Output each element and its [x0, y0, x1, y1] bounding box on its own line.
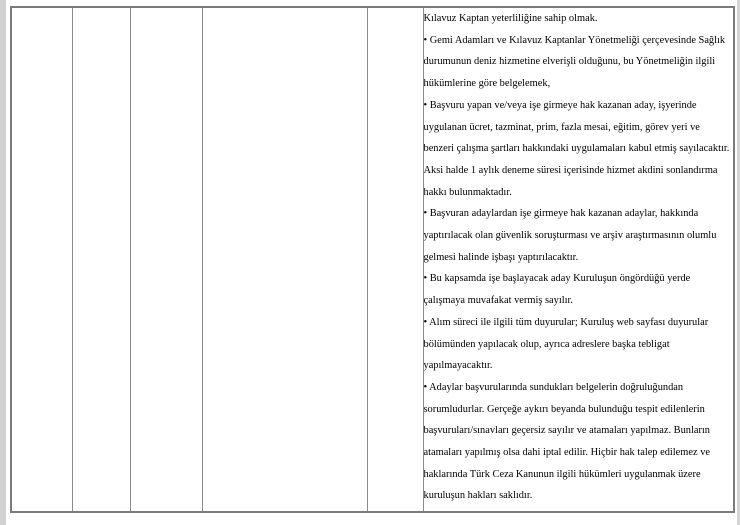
- table-cell-2: [72, 7, 130, 512]
- paragraph: Kılavuz Kaptan yeterliliğine sahip olmak.: [423, 13, 598, 24]
- table-cell-3: [130, 7, 202, 512]
- table-row: [11, 7, 734, 512]
- requirements-table: [10, 6, 735, 513]
- paragraph: • Alım süreci ile ilgili tüm duyurular; Kuruluş web sayfası duyurular bölümünden yapılacak olup, ayrıca adreslere başka tebligat yapılmayacaktır.: [423, 316, 709, 372]
- table-cell-1: [11, 7, 72, 512]
- paragraph: • Başvuran adaylardan işe girmeye hak kazanan adaylar, hakkında yaptırılacak olan güvenlik soruşturması ve arşiv araştırmasının olumlu gelmesi halinde işbaşı yaptırılacaktır.: [423, 208, 717, 263]
- paragraph: • Başvuru yapan ve/veya işe girmeye hak kazanan aday, işyerinde uygulanan ücret, tazminat, prim, fazla mesai, eğitim, görev yeri ve benzeri çalışma şartları hakkındaki uygulamaları kabul etmiş sayılacaktır. Aksi halde 1 aylık deneme süresi içerisinde hizmet akdini sonlandırma hakkı bulunmaktadır.: [423, 99, 730, 198]
- paragraph: • Gemi Adamları ve Kılavuz Kaptanlar Yönetmeliği çerçevesinde Sağlık durumunun deniz hizmetine elverişli olduğunu, bu Yönetmeliğin ilgili hükümlerine göre belgelemek,: [423, 34, 726, 90]
- paragraph: • Bu kapsamda işe başlayacak aday Kuruluşun öngördüğü yerde çalışmaya muvafakat vermiş sayılır.: [423, 273, 691, 307]
- table-cell-5: [367, 7, 423, 512]
- paragraph: • Adaylar başvurularında sundukları belgelerin doğruluğundan sorumludurlar. Gerçeğe aykırı beyanda bulunduğu tespit edilenlerin başvuruları/sınavları geçersiz sayılır ve atamaları yapılmaz. Bunların atamaları yapılmış olsa dahi iptal edilir. Hiçbir hak talep edilemez ve haklarında Türk Ceza Kanunun ilgili hükümleri uygulanmak üzere kuruluşun hakları saklıdır.: [423, 381, 711, 502]
- requirements-text-cell: [423, 7, 734, 512]
- table-cell-4: [202, 7, 367, 512]
